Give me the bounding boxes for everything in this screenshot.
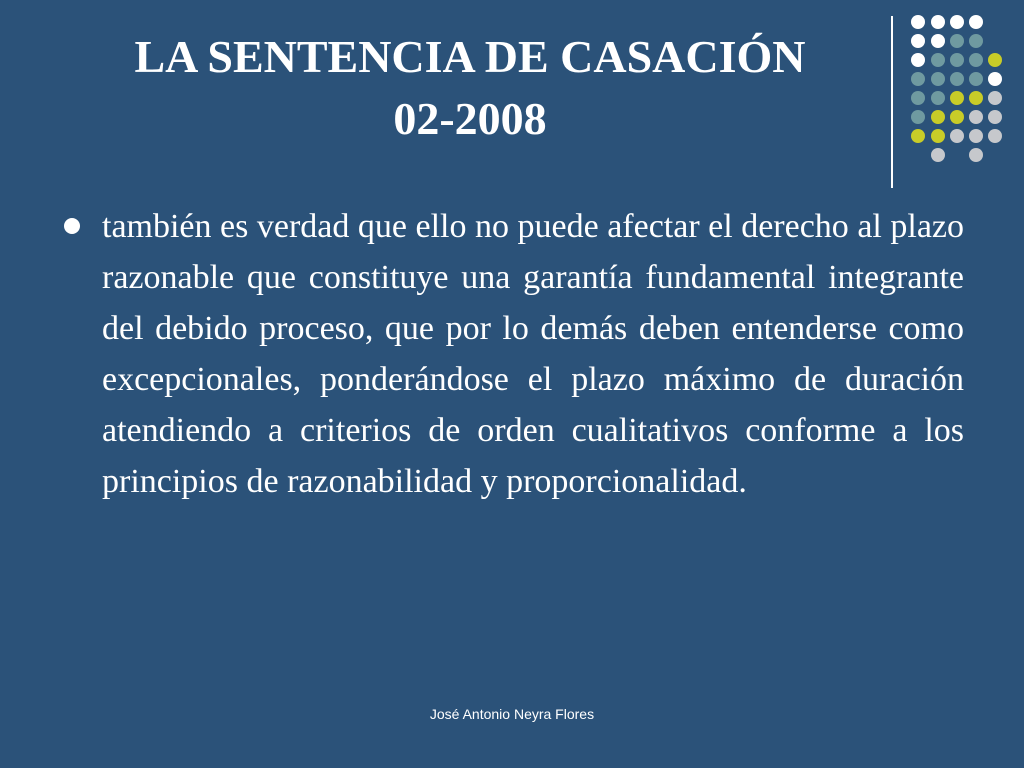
decorative-dot bbox=[969, 15, 983, 29]
decorative-dot bbox=[931, 72, 945, 86]
decorative-dot bbox=[969, 53, 983, 67]
decorative-dot bbox=[931, 34, 945, 48]
decorative-dot bbox=[969, 34, 983, 48]
decorative-dot bbox=[950, 53, 964, 67]
decorative-dot bbox=[969, 91, 983, 105]
decorative-dot bbox=[950, 34, 964, 48]
decorative-dot bbox=[969, 129, 983, 143]
decorative-dot bbox=[911, 110, 925, 124]
decorative-dot bbox=[969, 72, 983, 86]
decorative-dot bbox=[969, 110, 983, 124]
decorative-dot bbox=[950, 91, 964, 105]
title-line-1: LA SENTENCIA DE CASACIÓN bbox=[134, 31, 806, 82]
footer-author: José Antonio Neyra Flores bbox=[429, 706, 595, 722]
decorative-dot bbox=[931, 91, 945, 105]
decorative-dot bbox=[911, 91, 925, 105]
decorative-dot bbox=[911, 15, 925, 29]
decorative-dot bbox=[911, 53, 925, 67]
decorative-dot bbox=[931, 110, 945, 124]
decorative-dot-grid bbox=[0, 0, 1024, 200]
bullet-item bbox=[62, 201, 964, 507]
decorative-dot bbox=[950, 129, 964, 143]
decorative-dot bbox=[988, 129, 1002, 143]
decorative-dot bbox=[911, 72, 925, 86]
decorative-dot bbox=[931, 53, 945, 67]
decorative-dot bbox=[988, 72, 1002, 86]
decorative-dot bbox=[969, 148, 983, 162]
decorative-dot bbox=[988, 91, 1002, 105]
decorative-dot bbox=[931, 148, 945, 162]
bullet-list bbox=[62, 201, 964, 507]
decorative-dot bbox=[950, 72, 964, 86]
bullet-text: también es verdad que ello no puede afectar el derecho al plazo razonable que constituye una garantía fundamental integrante del debido proceso, que por lo demás deben entenderse como excepcionales, ponderándose el plazo máximo de duración atendiendo a criterios de orden cualitativos conforme a los principios de razonabilidad y proporcionalidad. bbox=[102, 208, 964, 500]
decorative-dot bbox=[931, 15, 945, 29]
decorative-dot bbox=[988, 53, 1002, 67]
decorative-dot bbox=[950, 110, 964, 124]
decorative-dot bbox=[911, 129, 925, 143]
decorative-dot bbox=[911, 34, 925, 48]
title-line-2: 02-2008 bbox=[393, 93, 547, 144]
decorative-dot bbox=[988, 110, 1002, 124]
bullet-icon bbox=[64, 218, 80, 234]
decorative-dot bbox=[931, 129, 945, 143]
decorative-dot bbox=[950, 15, 964, 29]
